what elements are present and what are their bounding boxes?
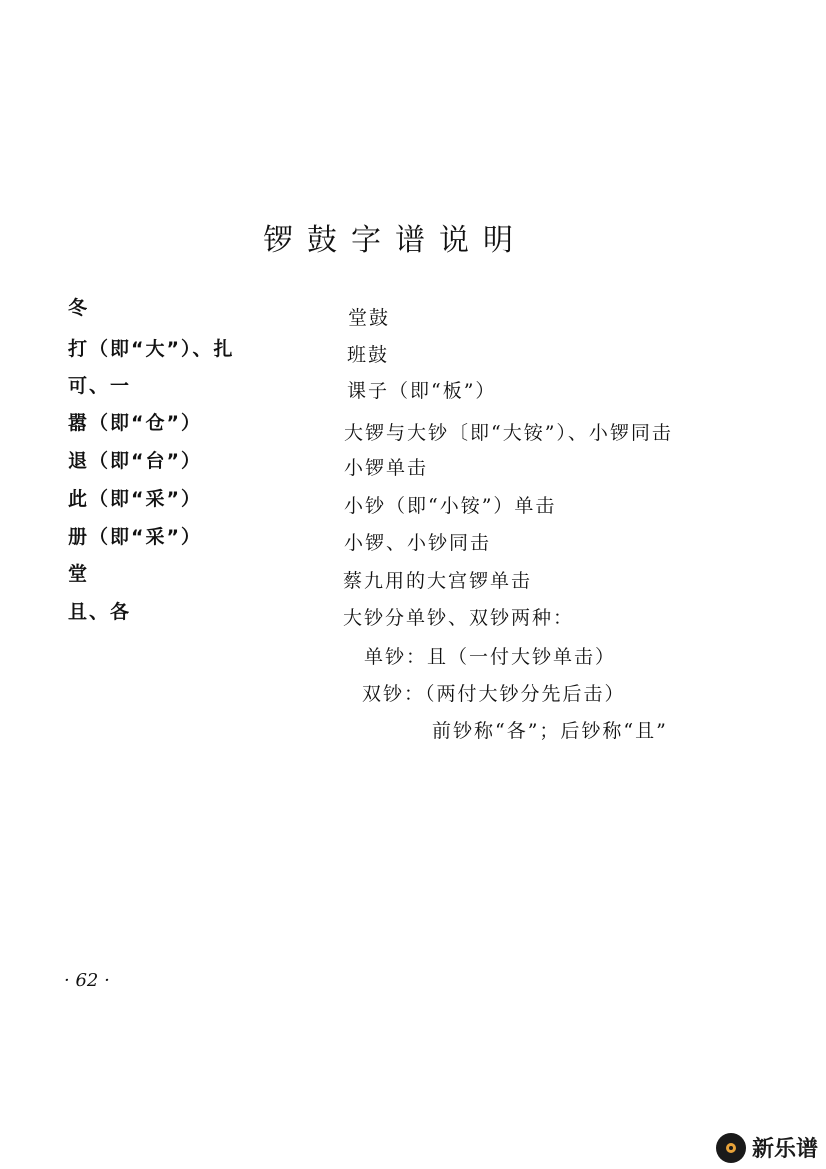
watermark-text: 新乐谱 — [751, 1137, 818, 1162]
sub-line-single: 单钞：且（一付大钞单击） — [364, 646, 617, 668]
term-9: 且、各 — [68, 601, 132, 623]
term-6: 此（即“采”） — [68, 488, 202, 510]
meaning-1: 堂鼓 — [348, 307, 391, 329]
term-3: 可、一 — [68, 375, 132, 397]
term-1: 冬 — [68, 297, 90, 319]
term-8: 堂 — [68, 563, 90, 585]
sub-line-double: 双钞：（两付大钞分先后击） — [362, 683, 626, 705]
term-4: 嚣（即“仓”） — [68, 412, 202, 434]
page-number: · 62 · — [64, 970, 110, 991]
meaning-6: 小钞（即“小铵”）单击 — [344, 495, 557, 517]
meaning-5: 小锣单击 — [344, 457, 429, 479]
meaning-3: 课子（即“板”） — [347, 380, 497, 402]
meaning-7: 小锣、小钞同击 — [344, 532, 492, 554]
watermark-logo — [716, 1132, 818, 1163]
meaning-9: 大钞分单钞、双钞两种： — [343, 607, 575, 629]
term-2: 打（即“大”）、扎 — [68, 338, 235, 360]
meaning-8: 蔡九用的大宫锣单击 — [343, 570, 533, 592]
music-disc-icon — [716, 1133, 746, 1163]
page-title: 锣鼓字谱说明 — [263, 223, 527, 258]
meaning-4: 大锣与大钞〔即“大铵”）、小锣同击 — [344, 422, 673, 444]
meaning-2: 班鼓 — [347, 344, 390, 366]
term-5: 退（即“台”） — [68, 450, 202, 472]
sub-line-note: 前钞称“各”；后钞称“且” — [432, 720, 668, 742]
term-7: 册（即“采”） — [68, 526, 202, 548]
